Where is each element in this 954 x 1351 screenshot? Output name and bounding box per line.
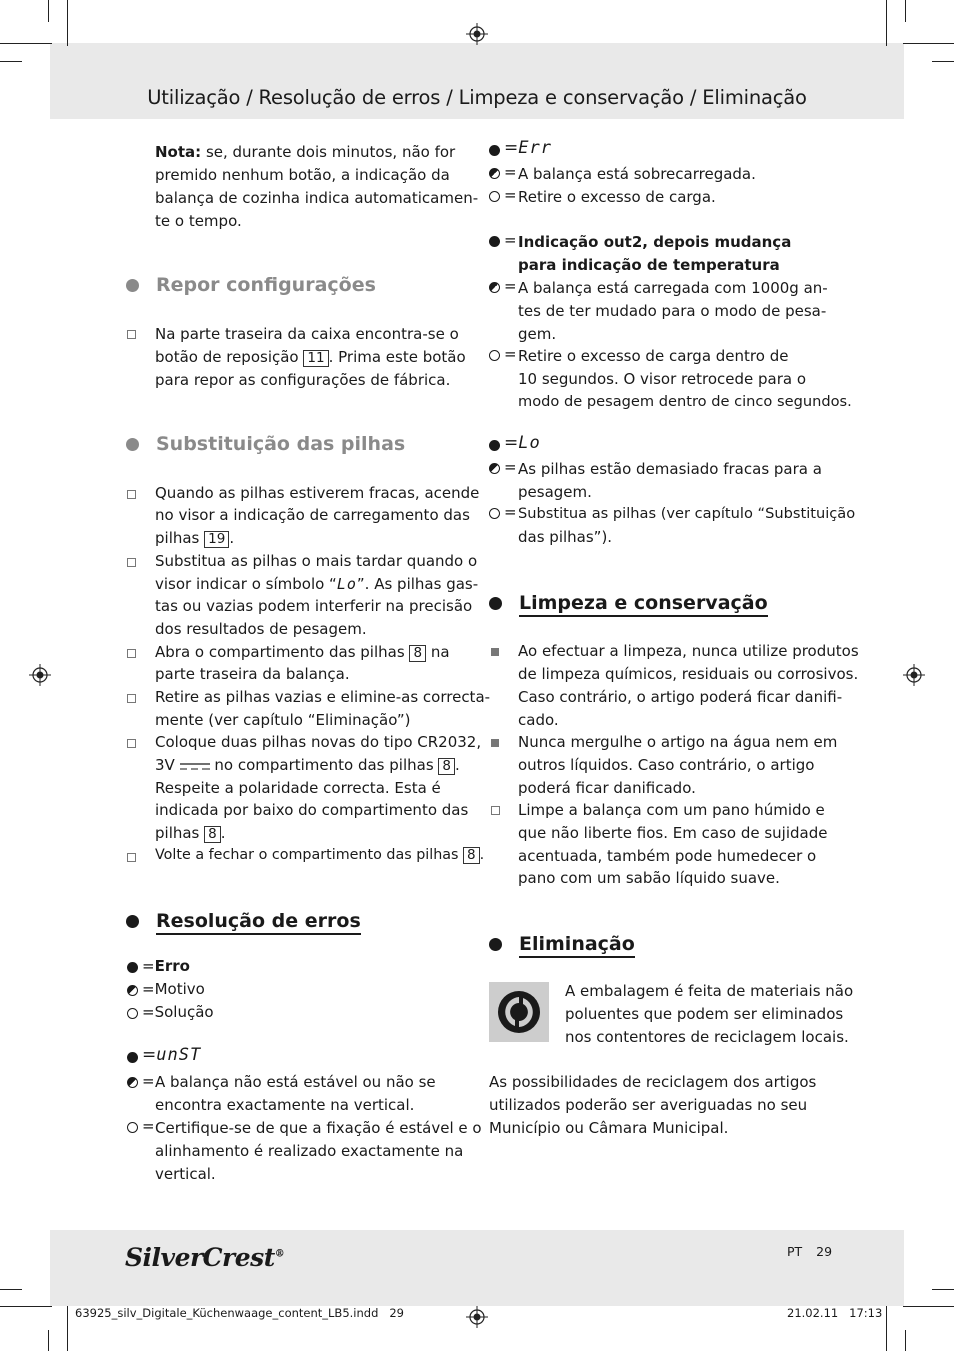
cause-dot-icon <box>127 1077 138 1088</box>
cleaning-text: de limpeza químicos, residuais ou corrosivos. <box>518 665 859 683</box>
error-dot-icon <box>489 145 500 156</box>
cause-text: pesagem. <box>518 483 592 501</box>
legend-solution: Solução <box>154 1003 214 1021</box>
battery-text: Retire as pilhas vazias e elimine-as correcta- <box>155 688 491 706</box>
battery-text: 3V no compartimento das pilhas 8 . <box>155 756 460 774</box>
cleaning-text: Nunca mergulhe o artigo na água nem em <box>518 733 838 751</box>
registration-mark-icon <box>29 664 51 686</box>
note-text: se, durante dois minutos, não for <box>205 143 456 161</box>
cause-dot-icon <box>489 282 500 293</box>
solution-dot-icon <box>127 1008 138 1019</box>
crop-mark <box>0 1306 52 1307</box>
note-line: premido nenhum botão, a indicação da <box>155 166 450 184</box>
cleaning-text: acentuada, também pode humedecer o <box>518 847 817 865</box>
error-text: Indicação out2, depois mudança <box>518 233 792 251</box>
bullet-icon <box>126 438 139 451</box>
battery-text: Volte a fechar o compartimento das pilhas 8 . <box>155 847 485 863</box>
part-number: 8 <box>463 847 480 864</box>
brand-logo: SilverCrest® <box>125 1243 285 1272</box>
solution-text: Retire o excesso de carga dentro de <box>518 347 789 365</box>
page-footer-number <box>787 1244 832 1259</box>
solution-text: Certifique-se de que a fixação é estável e o <box>155 1119 482 1137</box>
battery-text: no visor a indicação de carregamento das <box>155 506 470 524</box>
print-date: 21.02.11 17:13 <box>787 1306 883 1320</box>
cause-text: encontra exactamente na vertical. <box>155 1096 415 1114</box>
solution-dot-icon <box>489 191 500 202</box>
crop-mark <box>0 61 22 62</box>
registration-mark-icon <box>466 23 488 45</box>
checkbox-bullet-icon <box>127 558 136 567</box>
part-number: 8 <box>204 826 221 843</box>
display-symbol: Lo <box>336 575 357 593</box>
cause-text: gem. <box>518 325 557 343</box>
disposal-text: poluentes que podem ser eliminados <box>565 1005 844 1023</box>
error-text: para indicação de temperatura <box>518 256 780 274</box>
cleaning-text: outros líquidos. Caso contrário, o artigo <box>518 756 815 774</box>
part-number: 8 <box>438 758 455 775</box>
crop-mark <box>48 1330 49 1351</box>
disposal-text: utilizados poderão ser averiguadas no seu <box>489 1096 808 1114</box>
checkbox-bullet-icon <box>127 853 136 862</box>
section-heading-errors: Resolução de erros <box>156 910 361 932</box>
solution-text: Substitua as pilhas (ver capítulo “Substituição <box>518 505 856 522</box>
cleaning-text: poderá ficar danificado. <box>518 779 696 797</box>
crop-mark <box>886 1305 887 1351</box>
solution-text: das pilhas”). <box>518 528 613 546</box>
section-heading-cleaning: Limpeza e conservação <box>519 592 768 614</box>
checkbox-bullet-icon <box>491 806 500 815</box>
cause-dot-icon <box>489 168 500 179</box>
solution-text: alinhamento é realizado exactamente na <box>155 1142 464 1160</box>
display-symbol: Err <box>518 138 552 158</box>
battery-text: indicada por baixo do compartimento das <box>155 801 469 819</box>
battery-text: Coloque duas pilhas novas do tipo CR2032, <box>155 733 482 751</box>
registration-mark-icon <box>466 1306 488 1328</box>
part-number: 11 <box>303 350 328 367</box>
battery-text: Quando as pilhas estiverem fracas, acende <box>155 484 480 502</box>
checkbox-bullet-icon <box>127 490 136 499</box>
cleaning-text: cado. <box>518 711 559 729</box>
checkbox-bullet-icon <box>127 694 136 703</box>
solution-text: vertical. <box>155 1165 216 1183</box>
part-number: 19 <box>204 531 229 548</box>
disposal-text: A embalagem é feita de materiais não <box>565 982 854 1000</box>
cleaning-text: Ao efectuar a limpeza, nunca utilize produtos <box>518 642 859 660</box>
square-bullet-icon <box>491 739 499 747</box>
green-dot-recycling-icon <box>489 982 549 1042</box>
battery-text: tas ou vazias podem interferir na precisão <box>155 597 473 615</box>
error-dot-icon <box>489 236 500 247</box>
battery-text: Respeite a polaridade correcta. Esta é <box>155 779 441 797</box>
error-dot-icon <box>127 962 138 973</box>
checkbox-bullet-icon <box>127 330 136 339</box>
battery-text: pilhas 8 . <box>155 824 226 842</box>
crop-mark <box>903 1306 954 1307</box>
solution-text: modo de pesagem dentro de cinco segundos. <box>518 393 852 410</box>
disposal-text: As possibilidades de reciclagem dos artigos <box>489 1073 817 1091</box>
cause-text: A balança não está estável ou não se <box>155 1073 436 1091</box>
bullet-icon <box>489 938 502 951</box>
crop-mark <box>0 43 52 44</box>
cause-text: As pilhas estão demasiado fracas para a <box>518 460 822 478</box>
crop-mark <box>932 1289 954 1290</box>
crop-mark <box>905 1330 906 1351</box>
reset-text: Na parte traseira da caixa encontra-se o <box>155 325 459 343</box>
page-title: Utilização / Resolução de erros / Limpeza e conservação / Eliminação <box>147 86 807 109</box>
solution-dot-icon <box>489 350 500 361</box>
battery-text: Substitua as pilhas o mais tardar quando o <box>155 552 478 570</box>
crop-mark <box>932 61 954 62</box>
dc-symbol-icon <box>180 761 210 771</box>
legend-cause: Motivo <box>154 980 205 998</box>
bullet-icon <box>489 597 502 610</box>
cleaning-text: Caso contrário, o artigo poderá ficar danifi- <box>518 688 843 706</box>
battery-text: pilhas 19 . <box>155 529 235 547</box>
language-code: PT <box>787 1244 803 1259</box>
checkbox-bullet-icon <box>127 649 136 658</box>
battery-text: Abra o compartimento das pilhas 8 na <box>155 643 450 661</box>
cleaning-text: Limpe a balança com um pano húmido e <box>518 801 825 819</box>
solution-text: Retire o excesso de carga. <box>518 188 716 206</box>
section-heading-reset: Repor configurações <box>156 274 376 296</box>
square-bullet-icon <box>491 648 499 656</box>
battery-text: dos resultados de pesagem. <box>155 620 367 638</box>
cause-text: A balança está carregada com 1000g an- <box>518 279 828 297</box>
disposal-text: Município ou Câmara Municipal. <box>489 1119 729 1137</box>
disposal-text: nos contentores de reciclagem locais. <box>565 1028 849 1046</box>
crop-mark <box>0 1289 22 1290</box>
cause-text: tes de ter mudado para o modo de pesa- <box>518 302 827 320</box>
crop-mark <box>48 0 49 22</box>
crop-mark <box>886 0 887 46</box>
note-label: Nota: <box>155 143 202 161</box>
cause-dot-icon <box>489 463 500 474</box>
bullet-icon <box>126 915 139 928</box>
error-dot-icon <box>489 440 500 451</box>
bullet-icon <box>126 279 139 292</box>
crop-mark <box>67 0 68 46</box>
cleaning-text: pano com um sabão líquido suave. <box>518 869 780 887</box>
cause-text: A balança está sobrecarregada. <box>518 165 756 183</box>
solution-dot-icon <box>489 508 500 519</box>
note-line: te o tempo. <box>155 212 242 230</box>
reset-text: botão de reposição 11 . Prima este botão <box>155 348 466 366</box>
registration-mark-icon <box>903 664 925 686</box>
crop-mark <box>905 0 906 22</box>
legend-error: Erro <box>154 957 190 975</box>
cleaning-text: que não liberte fios. Em caso de sujidade <box>518 824 828 842</box>
section-heading-battery: Substituição das pilhas <box>156 433 405 455</box>
crop-mark <box>67 1305 68 1351</box>
cause-dot-icon <box>127 985 138 996</box>
checkbox-bullet-icon <box>127 739 136 748</box>
display-symbol: Lo <box>518 433 541 453</box>
print-file-info: 63925_silv_Digitale_Küchenwaage_content_LB5.indd 29 <box>75 1306 404 1320</box>
error-dot-icon <box>127 1052 138 1063</box>
battery-text: mente (ver capítulo “Eliminação”) <box>155 711 411 729</box>
solution-dot-icon <box>127 1122 138 1133</box>
note-line <box>155 143 455 161</box>
section-heading-disposal: Eliminação <box>519 933 635 955</box>
note-line: balança de cozinha indica automaticamen- <box>155 189 479 207</box>
crop-mark <box>903 43 954 44</box>
reset-text: para repor as configurações de fábrica. <box>155 371 451 389</box>
battery-text: parte traseira da balança. <box>155 665 350 683</box>
battery-text: visor indicar o símbolo “Lo”. As pilhas gas- <box>155 575 479 593</box>
page-number: 29 <box>816 1244 833 1259</box>
part-number: 8 <box>409 645 426 662</box>
solution-text: 10 segundos. O visor retrocede para o <box>518 370 807 388</box>
display-symbol: unST <box>156 1045 202 1065</box>
